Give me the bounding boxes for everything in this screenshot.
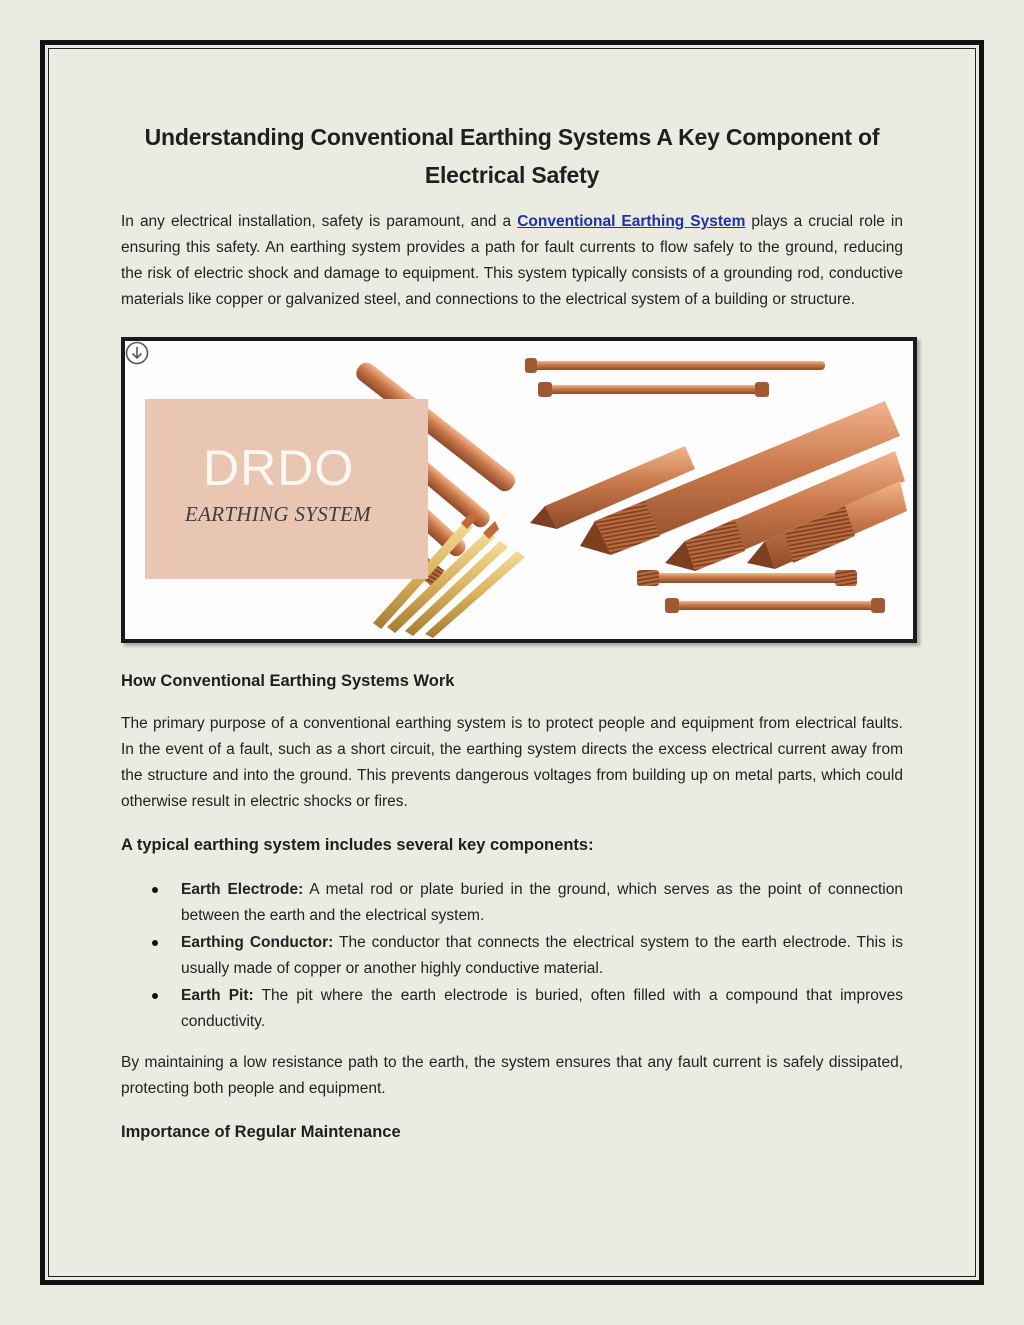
- section-heading-maintenance: Importance of Regular Maintenance: [121, 1123, 401, 1141]
- list-item-term: Earthing Conductor:: [181, 934, 334, 951]
- list-item: [121, 983, 903, 1035]
- how-paragraph: The primary purpose of a conventional earthing system is to protect people and equipment from electrical faults. In the event of a fault, such as a short circuit, the earthing system directs the excess electrical current away from the structure and into the ground. This prevents dangerous voltages from building up on metal parts, which could otherwise result in electric shocks or fires.: [121, 715, 903, 810]
- brand-panel: [145, 399, 428, 579]
- product-image: [121, 337, 917, 643]
- list-item-term: Earth Pit:: [181, 987, 254, 1004]
- list-item-text: A metal rod or plate buried in the ground, which serves as the point of connection between the earth and the electrical system.: [181, 881, 903, 924]
- brand-subtitle: EARTHING SYSTEM: [185, 502, 371, 526]
- bottom-rods: [637, 570, 885, 613]
- list-item-term: Earth Electrode:: [181, 881, 304, 898]
- components-list: [121, 877, 903, 1035]
- list-item-text: The conductor that connects the electrical system to the earth electrode. This is usually made of copper or another highly conductive material.: [181, 934, 903, 977]
- brand-name: DRDO: [203, 440, 355, 496]
- bullet-icon: [152, 993, 158, 999]
- top-rods: [525, 358, 825, 397]
- list-item: [121, 930, 903, 982]
- list-item-text: The pit where the earth electrode is buried, often filled with a compound that improves conductivity.: [181, 987, 903, 1030]
- list-item: [121, 877, 903, 929]
- bullet-icon: [152, 887, 158, 893]
- document-title: Understanding Conventional Earthing Systems A Key Component of Electrical Safety: [144, 124, 880, 188]
- conventional-earthing-system-link[interactable]: Conventional Earthing System: [517, 213, 746, 230]
- section-heading-components: A typical earthing system includes several key components:: [121, 836, 594, 854]
- arrow-down-circle-icon: [125, 341, 149, 365]
- section-heading-how: How Conventional Earthing Systems Work: [121, 672, 455, 690]
- bullet-icon: [152, 940, 158, 946]
- intro-paragraph: [121, 209, 903, 313]
- intro-text-after: plays a crucial role in ensuring this safety. An earthing system provides a path for fault currents to flow safely to the ground, reducing the risk of electric shock and damage to equipment. This system typically consists of a grounding rod, conductive materials like copper or galvanized steel, and connections to the electrical system of a building or structure.: [121, 213, 903, 308]
- closing-paragraph: By maintaining a low resistance path to the earth, the system ensures that any fault current is safely dissipated, protecting both people and equipment.: [121, 1054, 903, 1097]
- large-rod-group: [530, 401, 907, 571]
- document-content: [121, 118, 903, 1144]
- intro-text-before: In any electrical installation, safety is paramount, and a: [121, 213, 518, 230]
